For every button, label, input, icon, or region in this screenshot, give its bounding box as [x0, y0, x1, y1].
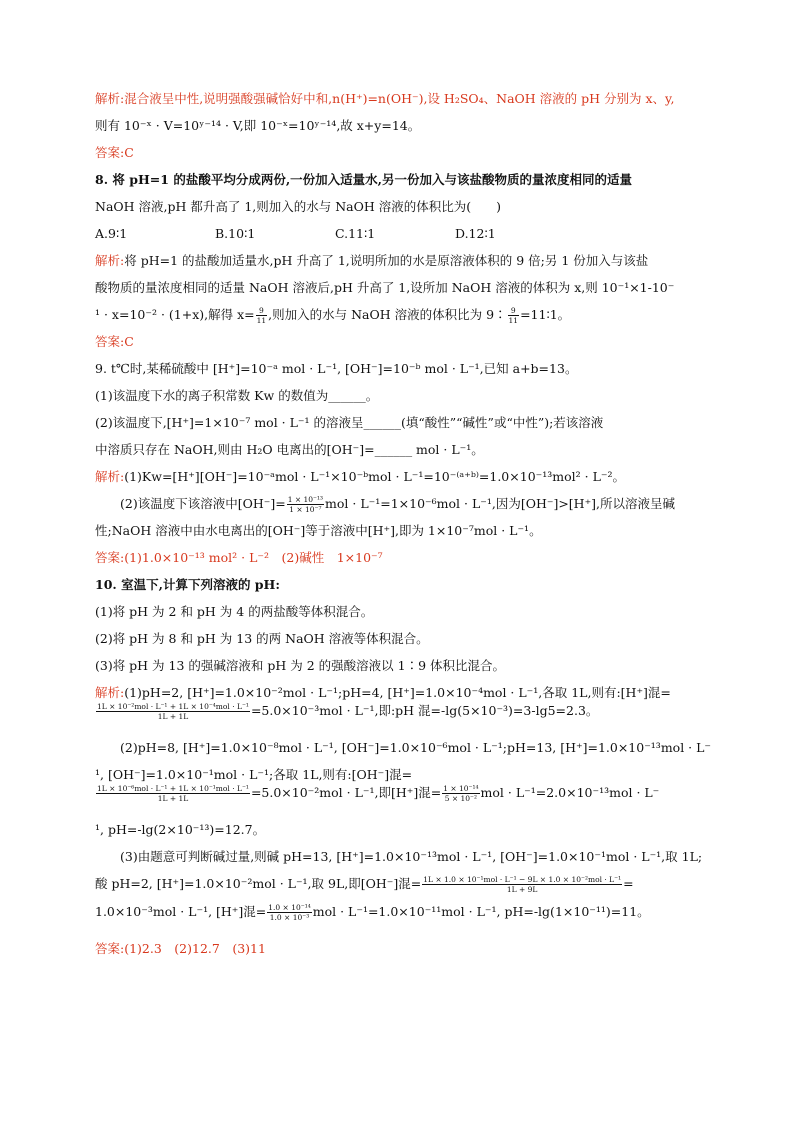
analysis-q10-text-e: 1.0×10⁻³mol · L⁻¹, [H⁺]混=: [95, 904, 267, 919]
analysis-q7-line1: 解析:混合液呈中性,说明强酸强碱恰好中和,n(H⁺)=n(OH⁻),设 H₂SO₄、NaOH 溶液的 pH 分别为 x、y,: [95, 91, 675, 106]
frac-num: 1 × 10⁻¹⁴: [443, 784, 479, 793]
fraction-oh-mix: [96, 784, 250, 803]
frac-den: 1L + 1L: [157, 794, 189, 803]
fraction-kw: [287, 495, 324, 514]
analysis-q10-line5: [95, 784, 695, 812]
fraction-h-calc: [442, 784, 479, 803]
analysis-q8-text-a: ¹ · x=10⁻² · (1+x),解得 x=: [95, 307, 255, 322]
frac-den: 1.0 × 10⁻³: [269, 913, 310, 922]
answer-q9: 答案:(1)1.0×10⁻¹³ mol² · L⁻² (2)碱性 1×10⁻⁷: [95, 550, 383, 565]
fraction-oh-excess: [422, 875, 622, 894]
fraction-9-11-b: [508, 306, 520, 325]
analysis-q10-line2: [95, 702, 695, 730]
analysis-label: 解析:: [95, 685, 125, 700]
frac-num: 1L × 10⁻⁶mol · L⁻¹ + 1L × 10⁻¹mol · L⁻¹: [97, 784, 249, 793]
analysis-q9-line2: [95, 495, 695, 513]
analysis-q8-line2: 酸物质的量浓度相同的适量 NaOH 溶液后,pH 升高了 1,设所加 NaOH 溶液的体积为 x,则 10⁻¹×1-10⁻: [95, 280, 675, 295]
analysis-q10-text-a: =5.0×10⁻³mol · L⁻¹,即:pH 混=-lg(5×10⁻³)=3-lg5=2.3。: [250, 703, 599, 718]
option-a: A.9∶1: [95, 226, 128, 241]
frac-num: 9: [256, 306, 268, 316]
analysis-q8-text-b: ,则加入的水与 NaOH 溶液的体积比为 9∶: [268, 307, 507, 322]
frac-den: 1 × 10⁻⁷: [289, 505, 322, 514]
analysis-q10-line1: 解析:(1)pH=2, [H⁺]=1.0×10⁻²mol · L⁻¹;pH=4, [H⁺]=1.0×10⁻⁴mol · L⁻¹,各取 1L,则有:[H⁺]混=: [95, 685, 671, 700]
frac-num: 1 × 10⁻¹³: [287, 495, 324, 504]
question-8-text: 8. 将 pH=1 的盐酸平均分成两份,一份加入适量水,另一份加入与该盐酸物质的量浓度相同的适量: [95, 172, 633, 187]
question-9-line4: 中溶质只存在 NaOH,则由 H₂O 电离出的[OH⁻]=______ mol · L⁻¹。: [95, 442, 484, 457]
fraction-h-final: [267, 903, 312, 922]
analysis-q9-text-b: mol · L⁻¹=1×10⁻⁶mol · L⁻¹,因为[OH⁻]>[H⁺],所以溶液呈碱: [325, 496, 676, 511]
document-page: [95, 90, 712, 958]
question-8-line2: NaOH 溶液,pH 都升高了 1,则加入的水与 NaOH 溶液的体积比为( ): [95, 199, 502, 214]
question-10-line3: (2)将 pH 为 8 和 pH 为 13 的两 NaOH 溶液等体积混合。: [95, 631, 429, 646]
option-c: C.11∶1: [335, 226, 376, 241]
fraction-h-mix: [96, 702, 250, 721]
analysis-q10-line4: ¹, [OH⁻]=1.0×10⁻¹mol · L⁻¹;各取 1L,则有:[OH⁻]混=: [95, 767, 413, 782]
option-b: B.10∶1: [215, 226, 256, 241]
analysis-q10-text-b: =5.0×10⁻²mol · L⁻¹,即[H⁺]混=: [250, 785, 442, 800]
analysis-q7-line2: 则有 10⁻ˣ · V=10ʸ⁻¹⁴ · V,即 10⁻ˣ=10ʸ⁻¹⁴,故 x+y=14。: [95, 118, 421, 133]
analysis-q8-line1: 解析:将 pH=1 的盐酸加适量水,pH 升高了 1,说明所加的水是原溶液体积的 9 倍;另 1 份加入与该盐: [95, 253, 649, 268]
frac-num: 9: [508, 306, 520, 316]
analysis-q8-line3: [95, 306, 695, 324]
frac-num: 1.0 × 10⁻¹⁴: [268, 903, 311, 912]
fraction-9-11: [256, 306, 268, 325]
frac-num: 1L × 1.0 × 10⁻¹mol · L⁻¹ − 9L × 1.0 × 10⁻²mol · L⁻¹: [423, 875, 622, 884]
option-d: D.12∶1: [455, 226, 496, 241]
analysis-label: 解析:: [95, 253, 125, 268]
question-9-line3: (2)该温度下,[H⁺]=1×10⁻⁷ mol · L⁻¹ 的溶液呈______(填“酸性”“碱性”或“中性”);若该溶液: [95, 415, 604, 430]
frac-den: 1L + 1L: [157, 712, 189, 721]
frac-num: 1L × 10⁻²mol · L⁻¹ + 1L × 10⁻⁴mol · L⁻¹: [97, 702, 249, 711]
analysis-label: 解析:: [95, 469, 125, 484]
question-9-line2: (1)该温度下水的离子积常数 Kw 的数值为______。: [95, 388, 379, 403]
analysis-q9-line3: 性;NaOH 溶液中由水电离出的[OH⁻]等于溶液中[H⁺],即为 1×10⁻⁷mol · L⁻¹。: [95, 523, 542, 538]
analysis-q9-line1: 解析:(1)Kw=[H⁺][OH⁻]=10⁻ᵃmol · L⁻¹×10⁻ᵇmol · L⁻¹=10⁻⁽ᵃ⁺ᵇ⁾=1.0×10⁻¹³mol² · L⁻²。: [95, 469, 625, 484]
frac-den: 5 × 10⁻²: [444, 794, 478, 803]
frac-den: 11: [256, 316, 267, 325]
analysis-q10-line8: 酸 pH=2, [H⁺]=1.0×10⁻²mol · L⁻¹,取 9L,即[OH⁻]混= 1L × 1.0 × 10⁻¹mol · L⁻¹ − 9L × 1.0 × 10⁻²mol · L⁻¹ 1L + 9L =: [95, 875, 634, 894]
frac-den: 11: [508, 316, 519, 325]
analysis-q10-line3: (2)pH=8, [H⁺]=1.0×10⁻⁸mol · L⁻¹, [OH⁻]=1.0×10⁻⁶mol · L⁻¹;pH=13, [H⁺]=1.0×10⁻¹³mol · L⁻: [120, 740, 712, 755]
analysis-q10-line7: (3)由题意可判断碱过量,则碱 pH=13, [H⁺]=1.0×10⁻¹³mol · L⁻¹, [OH⁻]=1.0×10⁻¹mol · L⁻¹,取 1L;: [120, 849, 703, 864]
question-8-line1: [95, 171, 695, 189]
analysis-q8-text-c: =11∶1。: [520, 307, 571, 322]
frac-den: 1L + 9L: [506, 885, 538, 894]
analysis-q10-text-d: 酸 pH=2, [H⁺]=1.0×10⁻²mol · L⁻¹,取 9L,即[OH⁻]混=: [95, 876, 422, 891]
analysis-q10-text-f: mol · L⁻¹=1.0×10⁻¹¹mol · L⁻¹, pH=-lg(1×10⁻¹¹)=11。: [312, 904, 650, 919]
analysis-q10-text-c: mol · L⁻¹=2.0×10⁻¹³mol · L⁻: [480, 785, 660, 800]
answer-q7: 答案:C: [95, 145, 134, 160]
question-9-line1: 9. t℃时,某稀硫酸中 [H⁺]=10⁻ᵃ mol · L⁻¹, [OH⁻]=10⁻ᵇ mol · L⁻¹,已知 a+b=13。: [95, 361, 578, 376]
answer-q8: 答案:C: [95, 334, 134, 349]
question-8-options: [95, 225, 695, 243]
analysis-q9-text-a: (2)该温度下该溶液中[OH⁻]=: [120, 496, 286, 511]
question-10-line4: (3)将 pH 为 13 的强碱溶液和 pH 为 2 的强酸溶液以 1∶9 体积比混合。: [95, 658, 506, 673]
question-10-line1: 10. 室温下,计算下列溶液的 pH:: [95, 577, 280, 592]
analysis-q10-line9: [95, 903, 695, 931]
analysis-q10-line6: ¹, pH=-lg(2×10⁻¹³)=12.7。: [95, 822, 266, 837]
question-10-line2: (1)将 pH 为 2 和 pH 为 4 的两盐酸等体积混合。: [95, 604, 374, 619]
answer-q10: 答案:(1)2.3 (2)12.7 (3)11: [95, 941, 266, 956]
